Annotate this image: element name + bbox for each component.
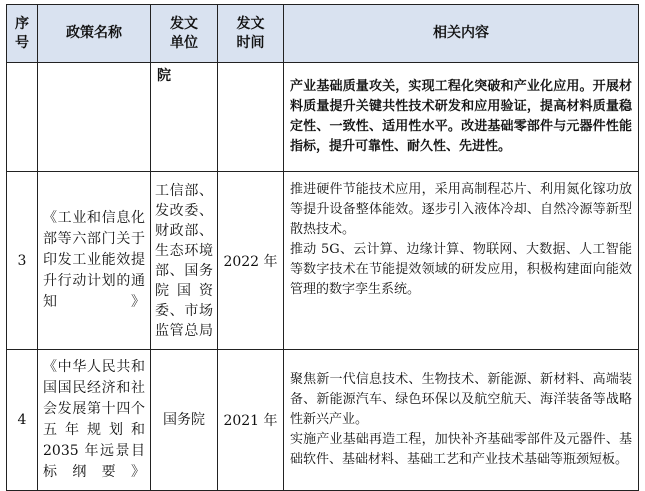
table-row	[7, 350, 639, 491]
header-idx: 序 号	[7, 5, 38, 63]
table-row	[7, 172, 639, 350]
header-time: 发文 时间	[218, 5, 284, 63]
row-time: 2022 年	[218, 172, 284, 350]
row-idx	[7, 63, 38, 172]
header-unit: 发文 单位	[151, 5, 218, 63]
table-header-row	[7, 5, 639, 63]
row-idx: 3	[7, 172, 38, 350]
policy-table	[6, 4, 639, 491]
row-unit: 工信部、发改委、财政部、生态环境部、国务院国资委、市场监管总局	[151, 172, 218, 350]
row-content: 聚焦新一代信息技术、生物技术、新能源、新材料、高端装备、新能源汽车、绿色环保以及航空航天、海洋装备等战略性新兴产业。 实施产业基础再造工程，加快补齐基础零部件及元器件、基础软件、基础材料、基础工艺和产业技术基础等瓶颈短板。	[284, 350, 639, 491]
row-policy	[38, 63, 151, 172]
row-policy: 《工业和信息化部等六部门关于印发工业能效提升行动计划的通知》	[38, 172, 151, 350]
row-unit: 国务院	[151, 350, 218, 491]
row-time	[218, 63, 284, 172]
row-content: 产业基础质量攻关，实现工程化突破和产业化应用。开展材料质量提升关键共性技术研发和应用验证，提高材料质量稳定性、一致性、适用性水平。改进基础零部件与元器件性能指标，提升可靠性、耐久性、先进性。	[284, 63, 639, 172]
row-policy: 《中华人民共和国国民经济和社会发展第十四个五年规划和 2035 年远景目标纲要》	[38, 350, 151, 491]
table-row	[7, 63, 639, 172]
row-idx: 4	[7, 350, 38, 491]
row-time: 2021 年	[218, 350, 284, 491]
row-content: 推进硬件节能技术应用，采用高制程芯片、利用氮化镓功放等提升设备整体能效。逐步引入液体冷却、自然冷源等新型散热技术。 推动 5G、云计算、边缘计算、物联网、大数据、人工智能等数字技术在节能提效领域的研发应用，积极构建面向能效管理的数字孪生系统。	[284, 172, 639, 350]
row-unit: 院	[151, 63, 218, 172]
header-policy: 政策名称	[38, 5, 151, 63]
header-content: 相关内容	[284, 5, 639, 63]
